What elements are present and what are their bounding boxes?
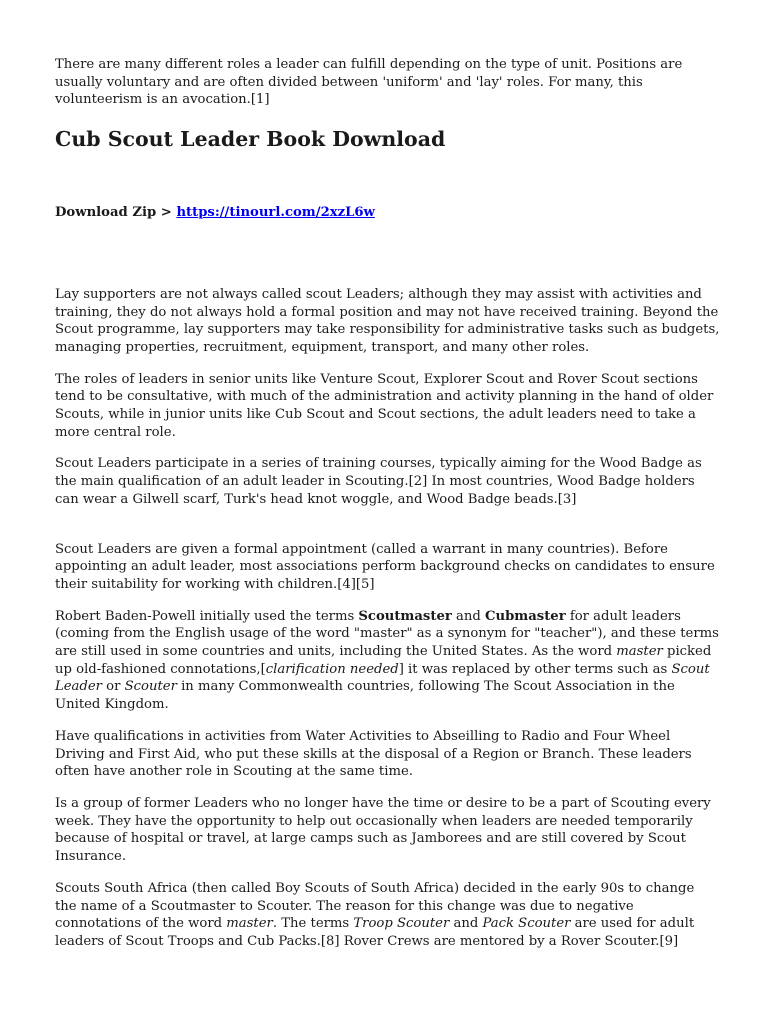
paragraph-training: Scout Leaders participate in a series of training courses, typically aiming for the Wood Badge as the main qualification of an adult leader in Scouting.[2] In most countries, Wood Badge holders can wear a Gilwell scarf, Turk's head knot woggle, and Wood Badge beads.[3] [55,456,702,507]
term-scoutmaster: Scoutmaster [358,608,452,624]
text-run: for adult leaders (coming from the English usage of the word "master" as a synonym for "teacher"), and these terms are still used in some countries and units, including the United States. As the word [55,608,719,660]
page-title: Cub Scout Leader Book Download [55,127,446,152]
text-run: ] it was replaced by other terms such as [398,661,672,677]
download-label: Download Zip > [55,205,177,221]
term-master: master [616,644,663,660]
paragraph-senior-units: The roles of leaders in senior units like Venture Scout, Explorer Scout and Rover Scout sections tend to be consultative, with much of the administration and activity planning in the hand of older Scouts, while in junior units like Cub Scout and Scout sections, the adult leaders need to take a more central role. [55,371,714,440]
paragraph-former-leaders: Is a group of former Leaders who no longer have the time or desire to be a part of Scouting every week. They have the opportunity to help out occasionally when leaders are needed temporarily because of hospital or travel, at large camps such as Jamborees and are still covered by Scout Insurance. [55,795,711,865]
term-scouter: Scouter [124,679,177,695]
text-run: picked up old-fashioned connotations,[ [55,644,712,677]
download-line [55,204,720,222]
term-master: master [226,916,273,932]
paragraph-baden-powell [55,608,720,714]
term-troop-scouter: Troop Scouter [353,916,450,932]
text-run: and [449,916,483,932]
text-run: in many Commonwealth countries, following The Scout Association in the United Kingdom. [55,679,675,713]
spacer [55,222,720,286]
term-pack-scouter: Pack Scouter [482,916,571,932]
clarification-note: clarification needed [265,661,399,677]
text-run: are used for adult leaders of Scout Troops and Cub Packs.[8] Rover Crews are mentored by a Rover Scouter.[9] [55,916,695,949]
paragraph-lay-supporters: Lay supporters are not always called scout Leaders; although they may assist with activities and training, they do not always hold a formal position and may not have received training. Beyond the Scout programme, lay supporters may take responsibility for administrative tasks such as budgets, managing properties, recruitment, equipment, transport, and many other roles. [55,286,720,355]
text-run: Robert Baden-Powell initially used the terms [55,608,359,624]
text-run: and [451,608,485,624]
text-run: . The terms [272,916,354,932]
spacer [55,523,720,541]
paragraph-appointment: Scout Leaders are given a formal appointment (called a warrant in many countries). Before appointing an adult leader, most associations perform background checks on candidates to ensure their suitability for working with children.[4][5] [55,541,715,592]
text-run: or [101,679,125,695]
download-link[interactable]: https://tinourl.com/2xzL6w [176,205,375,221]
document-page [55,56,720,965]
term-cubmaster: Cubmaster [484,608,566,624]
paragraph-south-africa [55,880,720,951]
paragraph-qualifications: Have qualifications in activities from Water Activities to Abseilling to Radio and Four Wheel Driving and First Aid, who put these skills at the disposal of a Region or Branch. These leaders often have another role in Scouting at the same time. [55,728,692,780]
text-run: Scouts South Africa (then called Boy Scouts of South Africa) decided in the early 90s to change the name of a Scoutmaster to Scouter. The reason for this change was due to negative connotations of the word [55,880,695,932]
term-scout-leader: Scout Leader [55,661,710,695]
intro-paragraph: There are many different roles a leader can fulfill depending on the type of unit. Positions are usually voluntary and are often divided between 'uniform' and 'lay' roles. For many, this volunteerism is an avocation.[1] [55,57,683,108]
